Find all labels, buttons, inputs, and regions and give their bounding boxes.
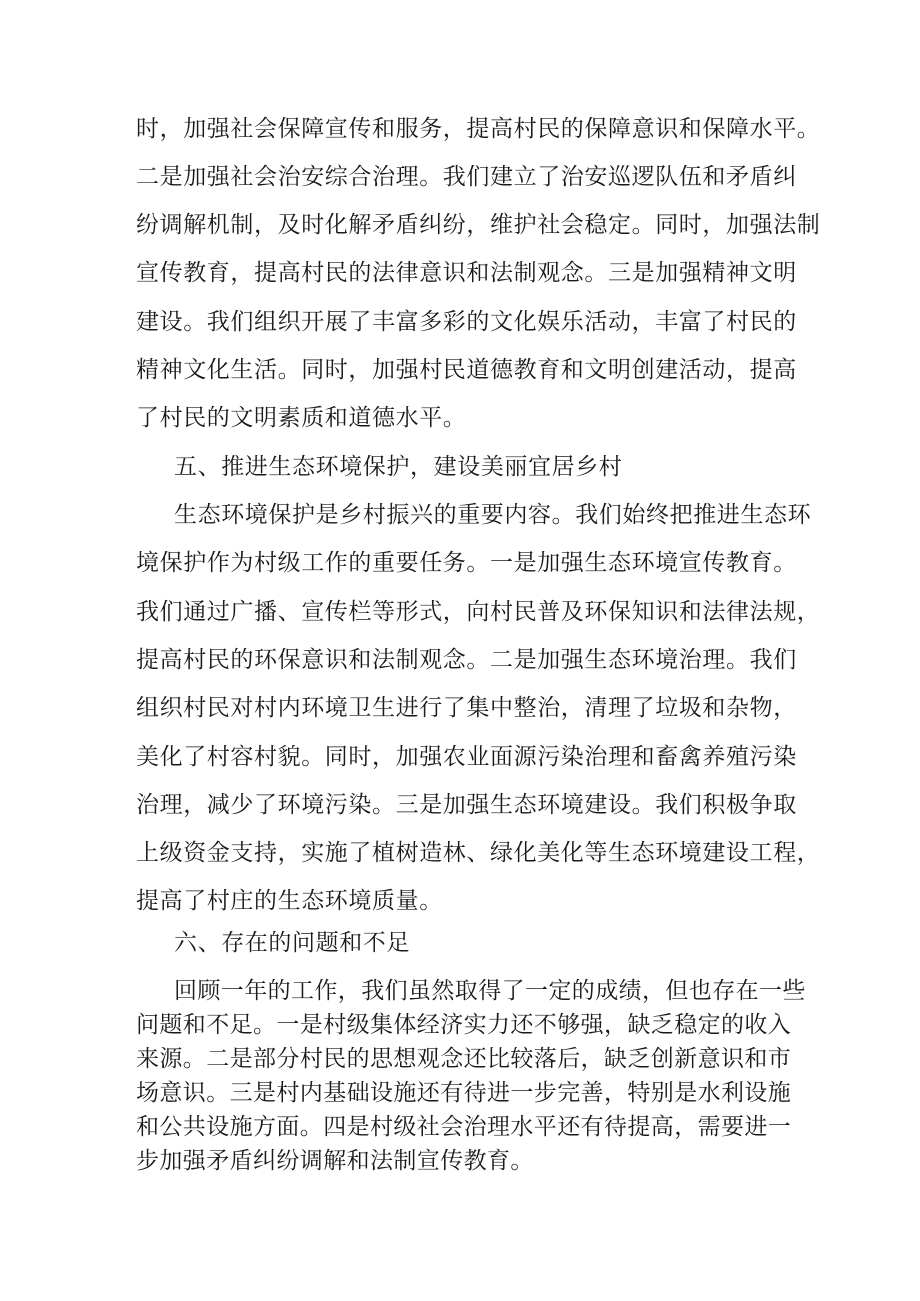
- text-line: 上级资金支持，实施了植树造林、绿化美化等生态环境建设工程，: [136, 840, 821, 866]
- text-line: 生态环境保护是乡村振兴的重要内容。我们始终把推进生态环: [174, 502, 812, 528]
- text-line: 时，加强社会保障宣传和服务，提高村民的保障意识和保障水平。: [136, 116, 821, 142]
- text-line: 场意识。三是村内基础设施还有待进一步完善，特别是水利设施: [136, 1080, 792, 1106]
- text-line: 回顾一年的工作，我们虽然取得了一定的成绩，但也存在一些: [174, 978, 806, 1004]
- text-line: 来源。二是部分村民的思想观念还比较落后，缺乏创新意识和市: [136, 1046, 792, 1072]
- text-line: 我们通过广播、宣传栏等形式，向村民普及环保知识和法律法规，: [136, 599, 821, 625]
- text-line: 步加强矛盾纠纷调解和法制宣传教育。: [136, 1148, 534, 1174]
- text-line: 境保护作为村级工作的重要任务。一是加强生态环境宣传教育。: [136, 550, 797, 576]
- section-heading-five: 五、推进生态环境保护，建设美丽宜居乡村: [174, 454, 623, 480]
- text-line: 建设。我们组织开展了丰富多彩的文化娱乐活动，丰富了村民的: [136, 309, 797, 335]
- text-line: 组织村民对村内环境卫生进行了集中整治，清理了垃圾和杂物，: [136, 695, 797, 721]
- text-line: 二是加强社会治安综合治理。我们建立了治安巡逻队伍和矛盾纠: [136, 164, 797, 190]
- section-heading-six: 六、存在的问题和不足: [174, 930, 410, 956]
- text-line: 治理，减少了环境污染。三是加强生态环境建设。我们积极争取: [136, 792, 797, 818]
- text-line: 精神文化生活。同时，加强村民道德教育和文明创建活动，提高: [136, 357, 797, 383]
- text-line: 和公共设施方面。四是村级社会治理水平还有待提高，需要进一: [136, 1114, 792, 1140]
- text-line: 纷调解机制，及时化解矛盾纠纷，维护社会稳定。同时，加强法制: [136, 212, 821, 238]
- text-line: 美化了村容村貌。同时，加强农业面源污染治理和畜禽养殖污染: [136, 744, 797, 770]
- text-line: 宣传教育，提高村民的法律意识和法制观念。三是加强精神文明: [136, 260, 797, 286]
- text-line: 问题和不足。一是村级集体经济实力还不够强，缺乏稳定的收入: [136, 1012, 792, 1038]
- text-line: 了村民的文明素质和道德水平。: [136, 405, 467, 431]
- text-line: 提高了村庄的生态环境质量。: [136, 888, 443, 914]
- text-line: 提高村民的环保意识和法制观念。二是加强生态环境治理。我们: [136, 647, 797, 673]
